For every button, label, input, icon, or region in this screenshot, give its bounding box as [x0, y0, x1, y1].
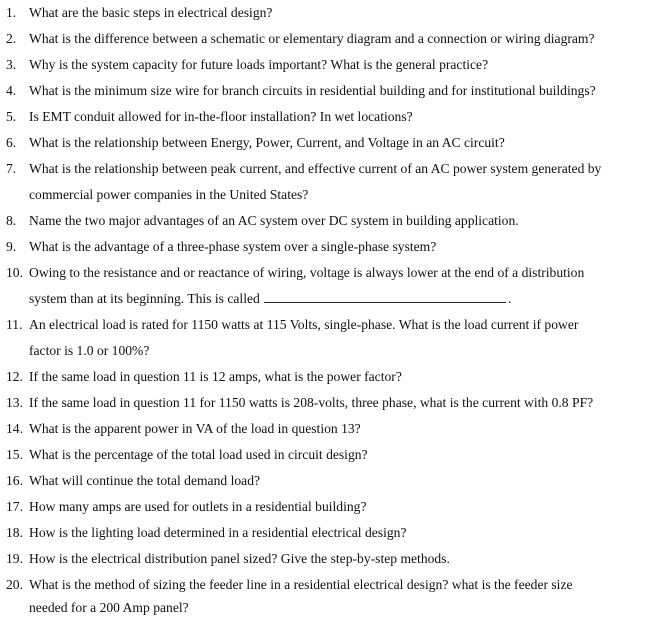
question-text-continued: factor is 1.0 or 100%?	[29, 343, 150, 358]
question-text: An electrical load is rated for 1150 watts at 115 Volts, single-phase. What is the load current if power	[29, 317, 579, 332]
question-text: What is the relationship between peak current, and effective current of an AC power system generated by	[29, 161, 602, 176]
question-text: What is the apparent power in VA of the load in question 13?	[29, 421, 361, 436]
question-number: 8.	[6, 213, 17, 228]
question-text: How is the electrical distribution panel sized? Give the step-by-step methods.	[29, 551, 450, 566]
question-text: What is the advantage of a three-phase system over a single-phase system?	[29, 239, 437, 254]
answer-blank-line[interactable]	[264, 290, 506, 303]
question-text-continued	[29, 286, 511, 312]
question-number: 4.	[6, 83, 17, 98]
question-text-continued: commercial power companies in the United States?	[29, 187, 309, 202]
question-text-continued: needed for a 200 Amp panel?	[29, 600, 189, 615]
question-text: What is the minimum size wire for branch circuits in residential building and for institutional buildings?	[29, 83, 596, 98]
question-text: Name the two major advantages of an AC system over DC system in building application.	[29, 213, 519, 228]
question-number: 1.	[6, 5, 17, 20]
question-number: 3.	[6, 57, 17, 72]
question-text: If the same load in question 11 is 12 amps, what is the power factor?	[29, 369, 402, 384]
question-number: 10.	[6, 265, 23, 280]
question-text: What are the basic steps in electrical design?	[29, 5, 273, 20]
question-number: 6.	[6, 135, 17, 150]
question-number: 7.	[6, 161, 17, 176]
question-text: What is the difference between a schematic or elementary diagram and a connection or wiring diagram?	[29, 31, 595, 46]
question-text: How many amps are used for outlets in a residential building?	[29, 499, 367, 514]
question-number: 14.	[6, 421, 23, 436]
question-text: Is EMT conduit allowed for in-the-floor installation? In wet locations?	[29, 109, 413, 124]
blank-period: .	[507, 291, 512, 306]
question-number: 9.	[6, 239, 17, 254]
question-text: What will continue the total demand load?	[29, 473, 261, 488]
question-number: 5.	[6, 109, 17, 124]
question-number: 16.	[6, 473, 23, 488]
question-text: What is the method of sizing the feeder line in a residential electrical design? what is the feeder size	[29, 577, 573, 592]
question-number: 17.	[6, 499, 23, 514]
question-number: 11.	[6, 317, 23, 332]
question-text: If the same load in question 11 for 1150 watts is 208-volts, three phase, what is the current with 0.8 PF?	[29, 395, 594, 410]
question-number: 2.	[6, 31, 17, 46]
question-number: 20.	[6, 577, 23, 592]
question-text: What is the relationship between Energy, Power, Current, and Voltage in an AC circuit?	[29, 135, 505, 150]
fill-in-prompt: system than at its beginning. This is called	[29, 291, 260, 306]
question-number: 13.	[6, 395, 23, 410]
question-text: Why is the system capacity for future loads important? What is the general practice?	[29, 57, 489, 72]
question-number: 19.	[6, 551, 23, 566]
question-number: 15.	[6, 447, 23, 462]
question-text: What is the percentage of the total load used in circuit design?	[29, 447, 368, 462]
question-text: How is the lighting load determined in a residential electrical design?	[29, 525, 407, 540]
question-text: Owing to the resistance and or reactance of wiring, voltage is always lower at the end of a distribution	[29, 265, 585, 280]
question-number: 12.	[6, 369, 23, 384]
question-number: 18.	[6, 525, 23, 540]
